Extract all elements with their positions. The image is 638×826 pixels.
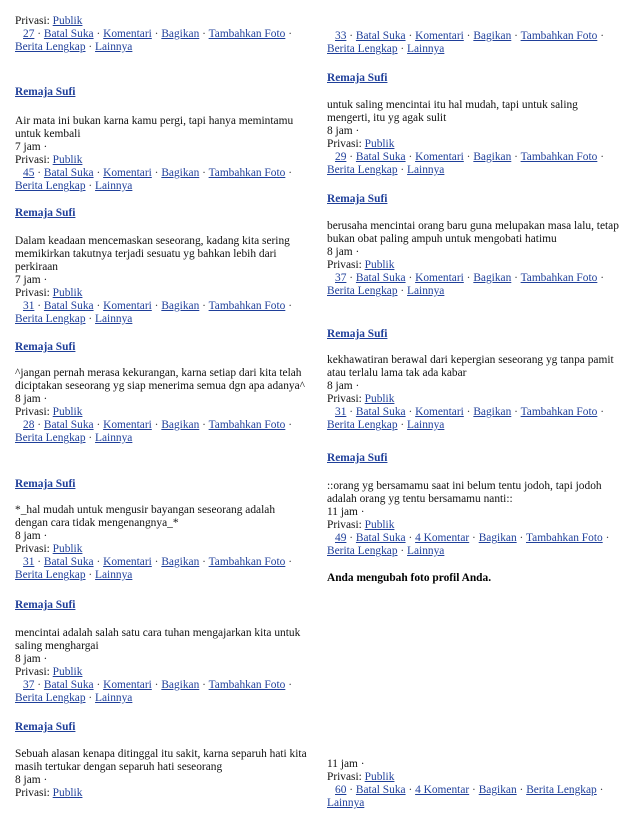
- post: [327, 193, 623, 206]
- post-body: ^jangan pernah merasa kekurangan, karna setiap dari kita telah diciptakan seseorang yg siap menerima semua dgn apa adanya^ 8 jam · Privasi: Publik 28 · Batal Suka · Komentari · Bagikan · Tambahkan Foto · Berita Lengkap · Lainnya: [15, 367, 311, 445]
- full-story-link[interactable]: Berita Lengkap: [526, 784, 597, 796]
- privacy-link[interactable]: Publik: [52, 787, 83, 799]
- like-count-link[interactable]: 27: [23, 28, 35, 40]
- unlike-link[interactable]: Batal Suka: [355, 151, 406, 163]
- share-link[interactable]: Bagikan: [473, 151, 512, 163]
- post-text: atau terlalu lama tak ada kabar: [327, 367, 467, 379]
- share-link[interactable]: Bagikan: [473, 406, 512, 418]
- comment-link[interactable]: Komentari: [415, 30, 464, 42]
- post-text: saling menghargai: [15, 640, 99, 652]
- post-time: 8 jam ·: [15, 653, 48, 665]
- privacy-link[interactable]: Publik: [52, 666, 83, 678]
- full-story-link[interactable]: Berita Lengkap: [327, 545, 398, 557]
- more-link[interactable]: Lainnya: [407, 164, 445, 176]
- full-story-link[interactable]: Berita Lengkap: [15, 313, 86, 325]
- unlike-link[interactable]: Batal Suka: [43, 556, 94, 568]
- post: [15, 341, 311, 354]
- comment-link[interactable]: Komentari: [103, 167, 152, 179]
- privacy-label: Privasi:: [15, 154, 50, 166]
- post-body: kekhawatiran berawal dari kepergian seseorang yg tanpa pamit atau terlalu lama tak ada kabar 8 jam · Privasi: Publik 31 · Batal Suka · Komentari · Bagikan · Tambahkan Foto · Berita Lengkap · Lainnya: [327, 354, 623, 432]
- post-body: untuk saling mencintai itu hal mudah, tapi untuk saling mengerti, itu yg agak sulit 8 jam · Privasi: Publik 29 · Batal Suka · Komentari · Bagikan · Tambahkan Foto · Berita Lengkap · Lainnya: [327, 99, 623, 177]
- post-author[interactable]: Remaja Sufi: [327, 328, 388, 340]
- full-story-link[interactable]: Berita Lengkap: [15, 432, 86, 444]
- post-text: *_hal mudah untuk mengusir bayangan seseorang adalah: [15, 504, 276, 516]
- share-link[interactable]: Bagikan: [161, 300, 200, 312]
- like-count-link[interactable]: 37: [23, 679, 35, 691]
- post-time: 7 jam ·: [15, 274, 48, 286]
- more-link[interactable]: Lainnya: [407, 43, 445, 55]
- more-link[interactable]: Lainnya: [407, 545, 445, 557]
- more-link[interactable]: Lainnya: [327, 797, 365, 809]
- privacy-link[interactable]: Publik: [364, 393, 395, 405]
- unlike-link[interactable]: Batal Suka: [355, 784, 406, 796]
- privacy-link[interactable]: Publik: [52, 406, 83, 418]
- like-count-link[interactable]: 29: [335, 151, 347, 163]
- post-text: kekhawatiran berawal dari kepergian seseorang yg tanpa pamit: [327, 354, 614, 366]
- more-link[interactable]: Lainnya: [407, 419, 445, 431]
- post-text: memikirkan takutnya terjadi sesuatu yg bahkan lebih dari: [15, 248, 277, 260]
- privacy-label: Privasi:: [15, 287, 50, 299]
- privacy-label: Privasi:: [327, 138, 362, 150]
- unlike-link[interactable]: Batal Suka: [355, 30, 406, 42]
- share-link[interactable]: Bagikan: [161, 679, 200, 691]
- share-link[interactable]: Bagikan: [161, 419, 200, 431]
- full-story-link[interactable]: Berita Lengkap: [15, 569, 86, 581]
- post-text: bukan obat paling ampuh untuk mengobati hatimu: [327, 233, 557, 245]
- post-author[interactable]: Remaja Sufi: [15, 478, 76, 490]
- add-photo-link[interactable]: Tambahkan Foto: [208, 556, 286, 568]
- comment-link[interactable]: Komentari: [415, 272, 464, 284]
- post-text: ^jangan pernah merasa kekurangan, karna setiap dari kita telah: [15, 367, 302, 379]
- post-author[interactable]: Remaja Sufi: [15, 721, 76, 733]
- privacy-link[interactable]: Publik: [364, 138, 395, 150]
- add-photo-link[interactable]: Tambahkan Foto: [520, 151, 598, 163]
- post-body: *_hal mudah untuk mengusir bayangan seseorang adalah dengan cara tidak mengenangnya_* 8 jam · Privasi: Publik 31 · Batal Suka · Komentari · Bagikan · Tambahkan Foto · Berita Lengkap · Lainnya: [15, 504, 311, 582]
- more-link[interactable]: Lainnya: [95, 180, 133, 192]
- post-author[interactable]: Remaja Sufi: [15, 207, 76, 219]
- share-link[interactable]: Bagikan: [473, 272, 512, 284]
- full-story-link[interactable]: Berita Lengkap: [15, 180, 86, 192]
- like-count-link[interactable]: 60: [335, 784, 347, 796]
- share-link[interactable]: Bagikan: [161, 556, 200, 568]
- post: [327, 328, 623, 341]
- add-photo-link[interactable]: Tambahkan Foto: [520, 30, 598, 42]
- share-link[interactable]: Bagikan: [478, 784, 517, 796]
- post-time: 8 jam ·: [15, 393, 48, 405]
- full-story-link[interactable]: Berita Lengkap: [327, 419, 398, 431]
- privacy-link[interactable]: Publik: [52, 154, 83, 166]
- post-text: untuk kembali: [15, 128, 81, 140]
- full-story-link[interactable]: Berita Lengkap: [327, 43, 398, 55]
- post-body: [15, 748, 311, 800]
- post-author[interactable]: Remaja Sufi: [15, 341, 76, 353]
- comment-link[interactable]: Komentari: [103, 419, 152, 431]
- post-text: masih tertukar dengan separuh hati seseorang: [15, 761, 223, 773]
- comment-link[interactable]: Komentari: [103, 556, 152, 568]
- post-time: 8 jam ·: [15, 530, 48, 542]
- post-text: ::orang yg bersamamu saat ini belum tentu jodoh, tapi jodoh: [327, 480, 602, 492]
- post: [327, 452, 623, 465]
- more-link[interactable]: Lainnya: [95, 432, 133, 444]
- post-time: 8 jam ·: [327, 246, 360, 258]
- full-story-link[interactable]: Berita Lengkap: [327, 164, 398, 176]
- like-count-link[interactable]: 31: [335, 406, 347, 418]
- post-body: berusaha mencintai orang baru guna melupakan masa lalu, tetap bukan obat paling ampuh untuk mengobati hatimu 8 jam · Privasi: Publik 37 · Batal Suka · Komentari · Bagikan · Tambahkan Foto · Berita Lengkap · Lainnya: [327, 220, 623, 298]
- unlike-link[interactable]: Batal Suka: [43, 28, 94, 40]
- profile-photo-note: Anda mengubah foto profil Anda.: [327, 572, 492, 584]
- post-time: 11 jam ·: [327, 506, 365, 518]
- post-text: dengan cara tidak mengenangnya_*: [15, 517, 179, 529]
- post: [15, 721, 311, 734]
- post-footer: 11 jam · Privasi: Publik 60 · Batal Suka · 4 Komentar · Bagikan · Berita Lengkap · Lainnya: [327, 758, 623, 810]
- more-link[interactable]: Lainnya: [95, 569, 133, 581]
- post: [15, 478, 311, 491]
- share-link[interactable]: Bagikan: [161, 167, 200, 179]
- privacy-label: Privasi:: [327, 519, 362, 531]
- post-time: 8 jam ·: [15, 774, 48, 786]
- full-story-link[interactable]: Berita Lengkap: [327, 285, 398, 297]
- post-text: perkiraan: [15, 261, 59, 273]
- privacy-link[interactable]: Publik: [364, 259, 395, 271]
- like-count-link[interactable]: 49: [335, 532, 347, 544]
- like-count-link[interactable]: 45: [23, 167, 35, 179]
- more-link[interactable]: Lainnya: [95, 692, 133, 704]
- privacy-label: Privasi:: [15, 543, 50, 555]
- unlike-link[interactable]: Batal Suka: [355, 406, 406, 418]
- comment-link[interactable]: Komentari: [415, 406, 464, 418]
- post-time: 8 jam ·: [327, 380, 360, 392]
- post-text: diciptakan seseorang yg siap menerima semua dgn apa adanya^: [15, 380, 306, 392]
- more-link[interactable]: Lainnya: [95, 313, 133, 325]
- privacy-link[interactable]: Publik: [52, 15, 83, 27]
- share-link[interactable]: Bagikan: [478, 532, 517, 544]
- privacy-link[interactable]: Publik: [364, 771, 395, 783]
- post-footer: Privasi: Publik 27 · Batal Suka · Komentari · Bagikan · Tambahkan Foto · Berita Lengkap · Lainnya: [15, 15, 292, 53]
- privacy-label: Privasi:: [15, 15, 50, 27]
- add-photo-link[interactable]: Tambahkan Foto: [208, 167, 286, 179]
- unlike-link[interactable]: Batal Suka: [43, 300, 94, 312]
- like-count-link[interactable]: 31: [23, 300, 35, 312]
- privacy-label: Privasi:: [327, 771, 362, 783]
- share-link[interactable]: Bagikan: [473, 30, 512, 42]
- comments-count-link[interactable]: 4 Komentar: [415, 532, 470, 544]
- post-text: Air mata ini bukan karna kamu pergi, tapi hanya memintamu: [15, 115, 294, 127]
- unlike-link[interactable]: Batal Suka: [355, 272, 406, 284]
- post-author[interactable]: Remaja Sufi: [15, 86, 76, 98]
- post-body: Air mata ini bukan karna kamu pergi, tapi hanya memintamu untuk kembali 7 jam · Privasi: Publik 45 · Batal Suka · Komentari · Bagikan · Tambahkan Foto · Berita Lengkap · Lainnya: [15, 115, 311, 193]
- add-photo-link[interactable]: Tambahkan Foto: [208, 679, 286, 691]
- comment-link[interactable]: Komentari: [103, 28, 152, 40]
- like-count-link[interactable]: 33: [335, 30, 347, 42]
- profile-update: [327, 572, 623, 585]
- share-link[interactable]: Bagikan: [161, 28, 200, 40]
- unlike-link[interactable]: Batal Suka: [43, 679, 94, 691]
- post-text: Sebuah alasan kenapa ditinggal itu sakit, karna separuh hati kita: [15, 748, 307, 760]
- add-photo-link[interactable]: Tambahkan Foto: [208, 419, 286, 431]
- more-link[interactable]: Lainnya: [95, 41, 133, 53]
- privacy-label: Privasi:: [327, 393, 362, 405]
- privacy-label: Privasi:: [327, 259, 362, 271]
- add-photo-link[interactable]: Tambahkan Foto: [520, 406, 598, 418]
- add-photo-link[interactable]: Tambahkan Foto: [208, 28, 286, 40]
- post-text: untuk saling mencintai itu hal mudah, tapi untuk saling: [327, 99, 578, 111]
- post-author[interactable]: Remaja Sufi: [327, 193, 388, 205]
- unlike-link[interactable]: Batal Suka: [43, 419, 94, 431]
- full-story-link[interactable]: Berita Lengkap: [15, 692, 86, 704]
- post-text: mengerti, itu yg agak sulit: [327, 112, 447, 124]
- comments-count-link[interactable]: 4 Komentar: [415, 784, 470, 796]
- privacy-label: Privasi:: [15, 787, 50, 799]
- post-author[interactable]: Remaja Sufi: [15, 599, 76, 611]
- comment-link[interactable]: Komentari: [103, 679, 152, 691]
- post: [15, 599, 311, 612]
- unlike-link[interactable]: Batal Suka: [355, 532, 406, 544]
- comment-link[interactable]: Komentari: [415, 151, 464, 163]
- add-photo-link[interactable]: Tambahkan Foto: [525, 532, 603, 544]
- post-text: mencintai adalah salah satu cara tuhan mengajarkan kita untuk: [15, 627, 301, 639]
- post-time: 8 jam ·: [327, 125, 360, 137]
- like-count-link[interactable]: 37: [335, 272, 347, 284]
- privacy-link[interactable]: Publik: [52, 543, 83, 555]
- like-count-link[interactable]: 28: [23, 419, 35, 431]
- post: [15, 207, 311, 220]
- privacy-label: Privasi:: [15, 406, 50, 418]
- privacy-link[interactable]: Publik: [52, 287, 83, 299]
- post-body: Dalam keadaan mencemaskan seseorang, kadang kita sering memikirkan takutnya terjadi sesuatu yg bahkan lebih dari perkiraan 7 jam · Privasi: Publik 31 · Batal Suka · Komentari · Bagikan · Tambahkan Foto · Berita Lengkap · Lainnya: [15, 235, 311, 326]
- post-text: berusaha mencintai orang baru guna melupakan masa lalu, tetap: [327, 220, 619, 232]
- post-author[interactable]: Remaja Sufi: [327, 452, 388, 464]
- post-text: adalah orang yg tentu bersamamu nanti::: [327, 493, 513, 505]
- add-photo-link[interactable]: Tambahkan Foto: [208, 300, 286, 312]
- post-time: 11 jam ·: [327, 758, 365, 770]
- post-body: ::orang yg bersamamu saat ini belum tentu jodoh, tapi jodoh adalah orang yg tentu bersamamu nanti:: 11 jam · Privasi: Publik 49 · Batal Suka · 4 Komentar · Bagikan · Tambahkan Foto · Berita Lengkap · Lainnya: [327, 480, 623, 558]
- post-body: mencintai adalah salah satu cara tuhan mengajarkan kita untuk saling menghargai 8 jam · Privasi: Publik 37 · Batal Suka · Komentari · Bagikan · Tambahkan Foto · Berita Lengkap · Lainnya: [15, 627, 311, 705]
- full-story-link[interactable]: Berita Lengkap: [15, 41, 86, 53]
- comment-link[interactable]: Komentari: [103, 300, 152, 312]
- like-count-link[interactable]: 31: [23, 556, 35, 568]
- post: [327, 72, 623, 85]
- add-photo-link[interactable]: Tambahkan Foto: [520, 272, 598, 284]
- post-text: Dalam keadaan mencemaskan seseorang, kadang kita sering: [15, 235, 290, 247]
- post-time: 7 jam ·: [15, 141, 48, 153]
- privacy-link[interactable]: Publik: [364, 519, 395, 531]
- post-author[interactable]: Remaja Sufi: [327, 72, 388, 84]
- privacy-label: Privasi:: [15, 666, 50, 678]
- post-footer: 33 · Batal Suka · Komentari · Bagikan · Tambahkan Foto · Berita Lengkap · Lainnya: [327, 30, 604, 55]
- post: [15, 86, 311, 99]
- unlike-link[interactable]: Batal Suka: [43, 167, 94, 179]
- more-link[interactable]: Lainnya: [407, 285, 445, 297]
